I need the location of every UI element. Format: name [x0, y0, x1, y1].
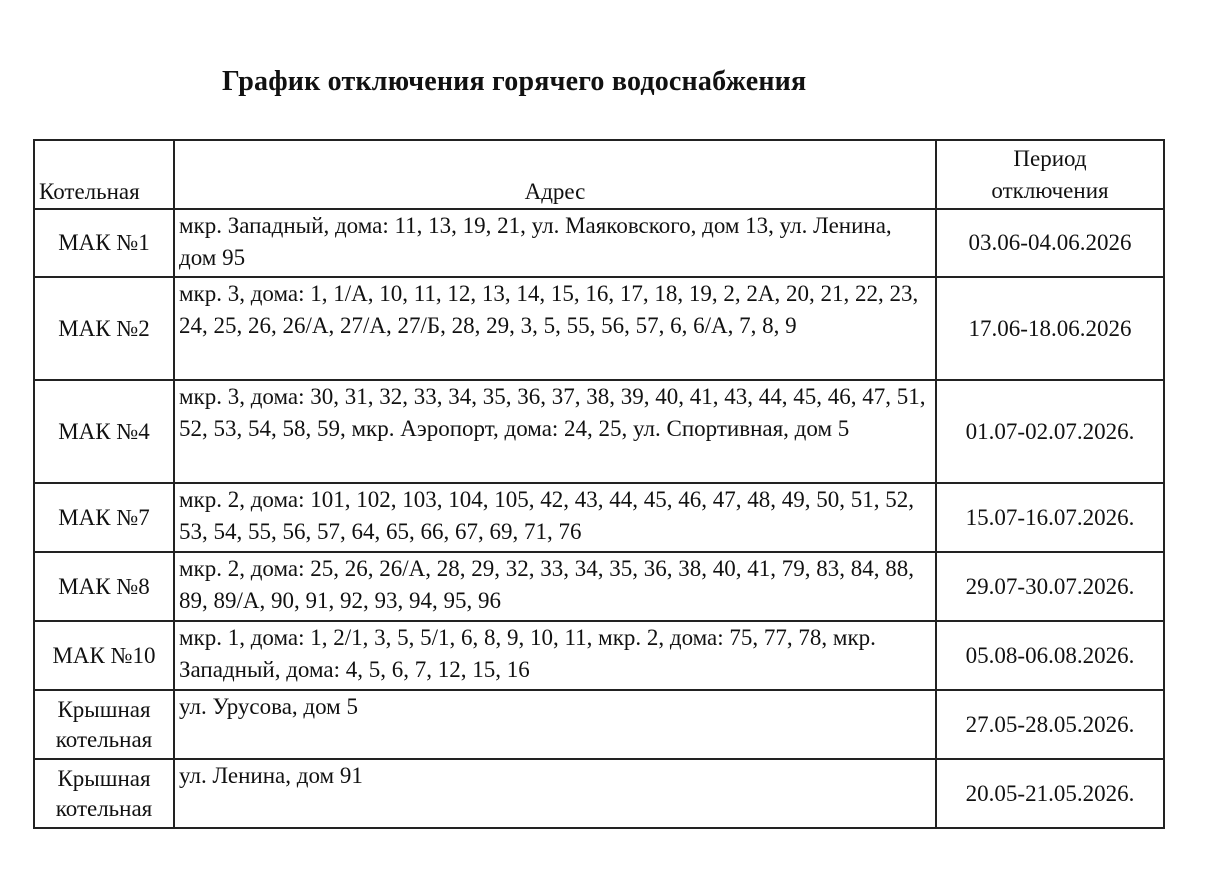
- table-row: [34, 621, 1164, 690]
- boiler-cell: МАК №2: [34, 277, 174, 380]
- address-cell: мкр. 3, дома: 1, 1/А, 10, 11, 12, 13, 14, 15, 16, 17, 18, 19, 2, 2А, 20, 21, 22, 23, 24, 25, 26, 26/А, 27/А, 27/Б, 28, 29, 3, 5, 55, 56, 57, 6, 6/А, 7, 8, 9: [174, 277, 936, 380]
- period-cell: 29.07-30.07.2026.: [936, 552, 1164, 621]
- address-cell: мкр. 2, дома: 25, 26, 26/А, 28, 29, 32, 33, 34, 35, 36, 38, 40, 41, 79, 83, 84, 88, 89, 89/А, 90, 91, 92, 93, 94, 95, 96: [174, 552, 936, 621]
- period-cell: 20.05-21.05.2026.: [936, 759, 1164, 828]
- period-cell: 15.07-16.07.2026.: [936, 483, 1164, 552]
- address-cell: ул. Урусова, дом 5: [174, 690, 936, 759]
- header-period-line1: Период: [1013, 145, 1087, 171]
- boiler-cell: МАК №1: [34, 209, 174, 277]
- page-title: График отключения горячего водоснабжения: [222, 66, 807, 97]
- table-row: [34, 690, 1164, 759]
- table-row: [34, 759, 1164, 828]
- outage-schedule-table: [33, 139, 1165, 829]
- header-boiler: Котельная: [34, 140, 174, 209]
- boiler-cell: МАК №7: [34, 483, 174, 552]
- address-cell: мкр. 1, дома: 1, 2/1, 3, 5, 5/1, 6, 8, 9, 10, 11, мкр. 2, дома: 75, 77, 78, мкр. Западный, дома: 4, 5, 6, 7, 12, 15, 16: [174, 621, 936, 690]
- period-cell: 03.06-04.06.2026: [936, 209, 1164, 277]
- header-address: Адрес: [174, 140, 936, 209]
- address-cell: мкр. 2, дома: 101, 102, 103, 104, 105, 42, 43, 44, 45, 46, 47, 48, 49, 50, 51, 52, 53, 54, 55, 56, 57, 64, 65, 66, 67, 69, 71, 76: [174, 483, 936, 552]
- address-cell: мкр. 3, дома: 30, 31, 32, 33, 34, 35, 36, 37, 38, 39, 40, 41, 43, 44, 45, 46, 47, 51, 52, 53, 54, 58, 59, мкр. Аэропорт, дома: 24, 25, ул. Спортивная, дом 5: [174, 380, 936, 483]
- address-cell: мкр. Западный, дома: 11, 13, 19, 21, ул. Маяковского, дом 13, ул. Ленина, дом 95: [174, 209, 936, 277]
- table-row: [34, 483, 1164, 552]
- address-cell: ул. Ленина, дом 91: [174, 759, 936, 828]
- header-period-line2: отключения: [991, 177, 1109, 203]
- table-row: [34, 380, 1164, 483]
- period-cell: 17.06-18.06.2026: [936, 277, 1164, 380]
- period-cell: 05.08-06.08.2026.: [936, 621, 1164, 690]
- table-row: [34, 277, 1164, 380]
- boiler-cell: Крышная котельная: [34, 690, 174, 759]
- boiler-cell: МАК №8: [34, 552, 174, 621]
- table-row: [34, 552, 1164, 621]
- table-row: [34, 209, 1164, 277]
- period-cell: 27.05-28.05.2026.: [936, 690, 1164, 759]
- boiler-cell: Крышная котельная: [34, 759, 174, 828]
- table-header-row: [34, 140, 1164, 209]
- boiler-cell: МАК №4: [34, 380, 174, 483]
- period-cell: 01.07-02.07.2026.: [936, 380, 1164, 483]
- header-period: [936, 140, 1164, 209]
- boiler-cell: МАК №10: [34, 621, 174, 690]
